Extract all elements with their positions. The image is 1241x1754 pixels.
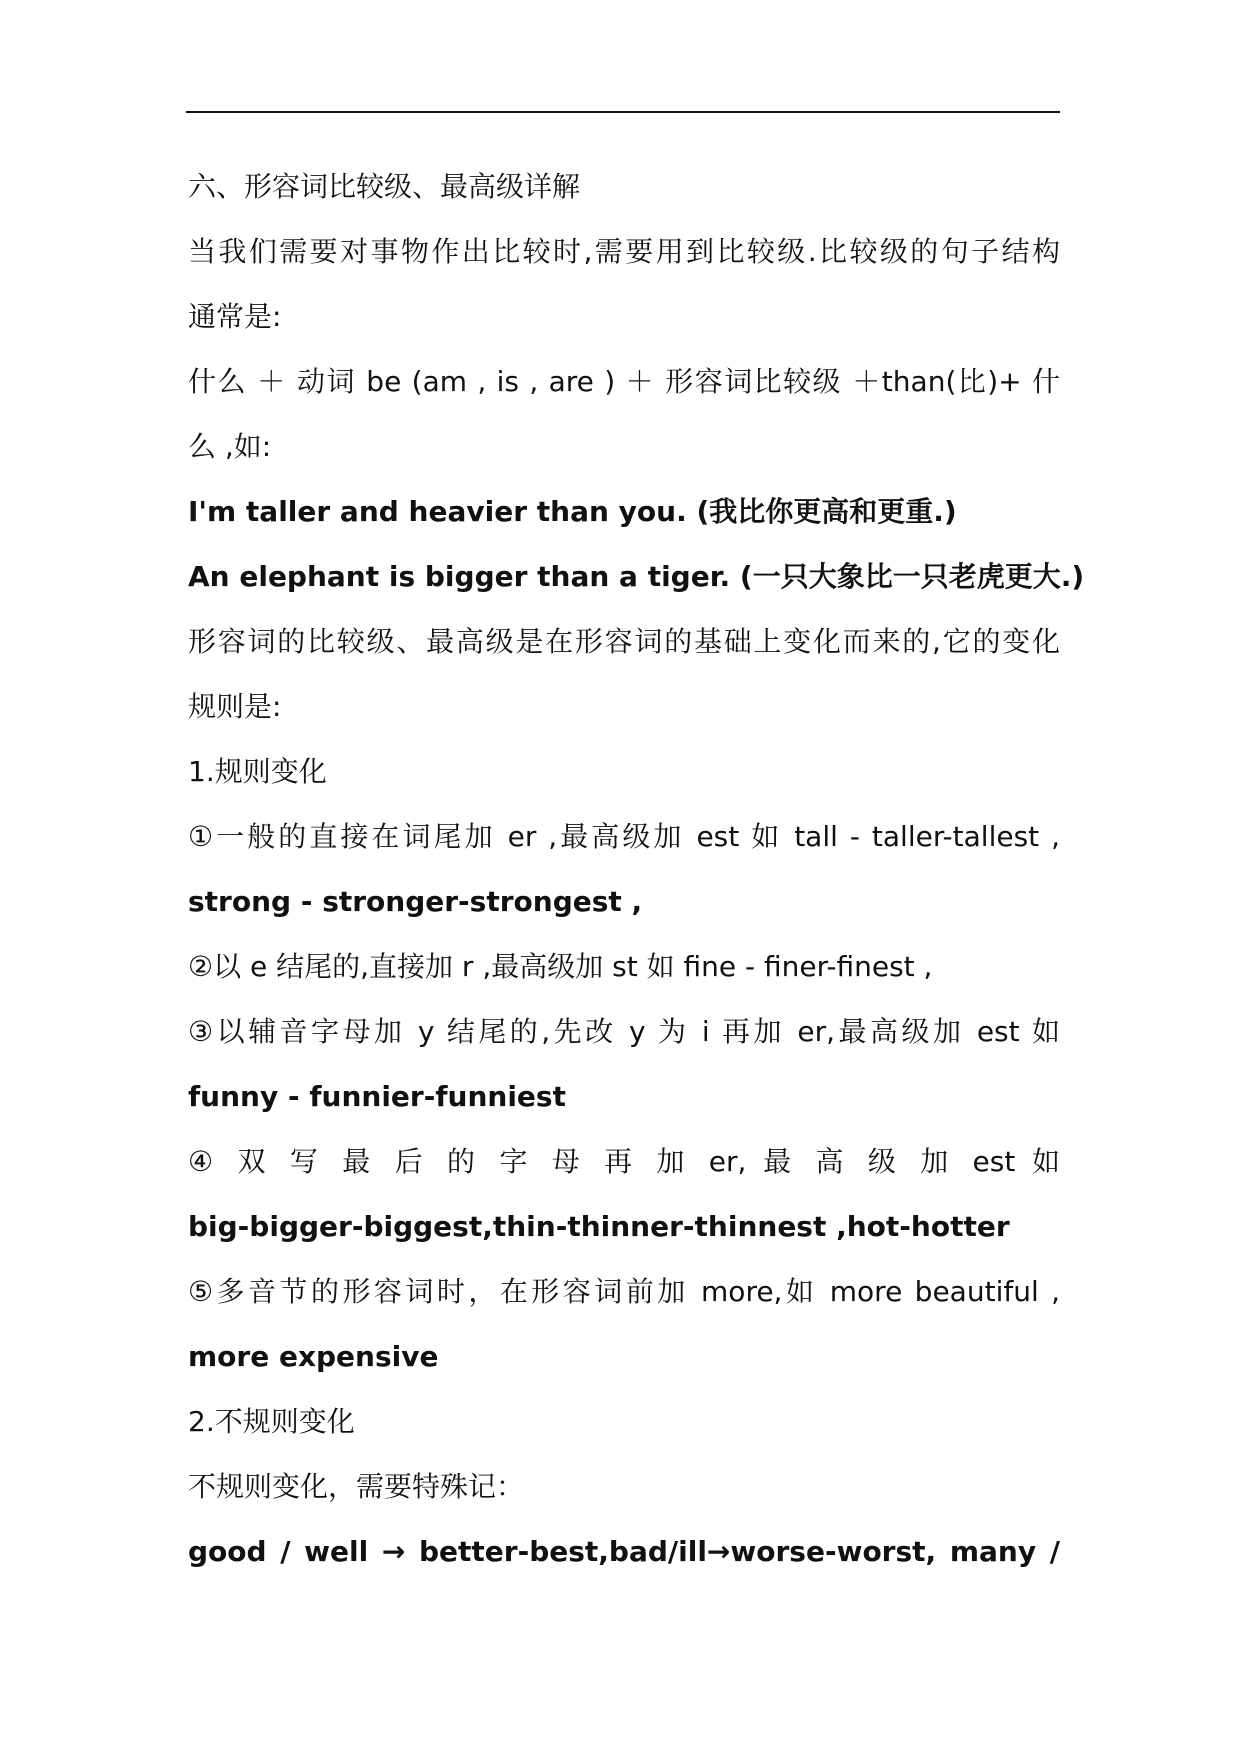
rule-item: ⑤多音节的形容词时，在形容词前加 more,如 more beautiful ,	[188, 1275, 1060, 1308]
rule-item: ①一般的直接在词尾加 er ,最高级加 est 如 tall - taller-tallest ,	[188, 820, 1060, 853]
rule-item: more expensive	[188, 1340, 439, 1373]
subheading-irregular: 2.不规则变化	[188, 1405, 355, 1438]
section-heading: 六、形容词比较级、最高级详解	[188, 170, 581, 203]
paragraph-line: 不规则变化，需要特殊记：	[188, 1470, 525, 1503]
header-rule	[186, 111, 1060, 113]
paragraph-line: 当我们需要对事物作出比较时,需要用到比较级.比较级的句子结构	[188, 235, 1060, 268]
sentence-structure-line: 么 ,如:	[188, 430, 272, 463]
sentence-structure-line: 什么 ＋ 动词 be (am , is , are ) ＋ 形容词比较级 ＋than(比)+ 什	[188, 365, 1060, 398]
example-sentence: I'm taller and heavier than you. (我比你更高和更重.)	[188, 495, 957, 528]
rule-item: funny - funnier-funniest	[188, 1080, 566, 1113]
rule-item: ②以 e 结尾的,直接加 r ,最高级加 st 如 fine - finer-finest ,	[188, 950, 933, 983]
rule-item: big-bigger-biggest,thin-thinner-thinnest ,hot-hotter	[188, 1210, 1010, 1243]
rule-item: ④ 双 写 最 后 的 字 母 再 加 er, 最 高 级 加 est 如	[188, 1145, 1060, 1178]
paragraph-line: 通常是:	[188, 300, 282, 333]
paragraph-line: 形容词的比较级、最高级是在形容词的基础上变化而来的,它的变化	[188, 625, 1060, 658]
irregular-list-line: good / well → better-best,bad/ill→worse-worst, many /	[188, 1535, 1060, 1568]
document-body	[188, 154, 1085, 1584]
subheading-regular: 1.规则变化	[188, 755, 327, 788]
example-sentence: An elephant is bigger than a tiger. (一只大象比一只老虎更大.)	[188, 560, 1085, 593]
rule-item: ③以辅音字母加 y 结尾的,先改 y 为 i 再加 er,最高级加 est 如	[188, 1015, 1060, 1048]
paragraph-line: 规则是:	[188, 690, 282, 723]
rule-item: strong - stronger-strongest ,	[188, 885, 643, 918]
